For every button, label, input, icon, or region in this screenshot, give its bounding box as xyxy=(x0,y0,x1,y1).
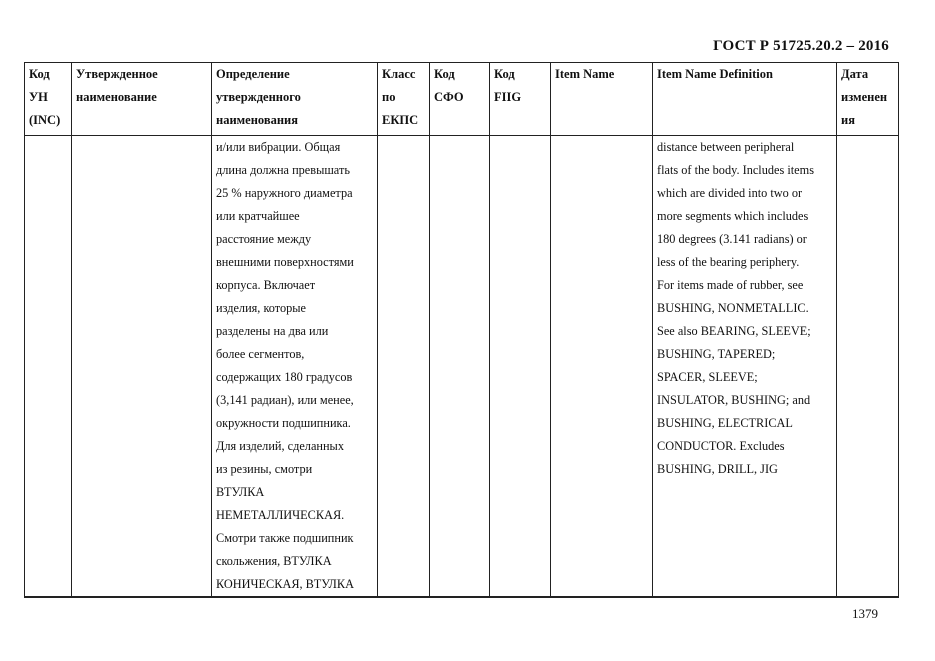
definition-line: изделия, которые xyxy=(216,301,307,315)
definition-line: внешними поверхностями xyxy=(216,255,354,269)
header-fiig-code: Код FIIG xyxy=(490,63,551,136)
item-definition-line: BUSHING, DRILL, JIG xyxy=(657,462,778,476)
header-item-name: Item Name xyxy=(551,63,653,136)
item-definition-line: See also BEARING, SLEEVE; xyxy=(657,324,811,338)
cell-fiig-code xyxy=(490,136,551,598)
header-approved-name: Утвержденное наименование xyxy=(72,63,212,136)
definition-line: скольжения, ВТУЛКА xyxy=(216,554,332,568)
item-definition-line: BUSHING, ELECTRICAL xyxy=(657,416,793,430)
definition-line: или кратчайшее xyxy=(216,209,300,223)
definition-line: Для изделий, сделанных xyxy=(216,439,344,453)
definition-line: содержащих 180 градусов xyxy=(216,370,353,384)
definition-line: Смотри также подшипник xyxy=(216,531,354,545)
header-item-name-definition: Item Name Definition xyxy=(653,63,837,136)
cell-sfo-code xyxy=(430,136,490,598)
item-definition-line: BUSHING, TAPERED; xyxy=(657,347,776,361)
header-change-date: Дата изменен ия xyxy=(837,63,899,136)
definition-line: 25 % наружного диаметра xyxy=(216,186,353,200)
item-definition-line: INSULATOR, BUSHING; and xyxy=(657,393,811,407)
item-definition-line: CONDUCTOR. Excludes xyxy=(657,439,785,453)
item-definition-line: less of the bearing periphery. xyxy=(657,255,800,269)
item-definition-line: which are divided into two or xyxy=(657,186,803,200)
definition-line: разделены на два или xyxy=(216,324,329,338)
table-header-row xyxy=(25,63,899,136)
nomenclature-table xyxy=(24,62,899,598)
document-title: ГОСТ Р 51725.20.2 – 2016 xyxy=(713,38,889,54)
header-sfo-code: Код СФО xyxy=(430,63,490,136)
definition-line: окружности подшипника. xyxy=(216,416,351,430)
definition-line: и/или вибрации. Общая xyxy=(216,140,341,154)
definition-line: расстояние между xyxy=(216,232,312,246)
page-number: 1379 xyxy=(852,606,878,621)
definition-line: (3,141 радиан), или менее, xyxy=(216,393,354,407)
definition-line: ВТУЛКА xyxy=(216,485,265,499)
definition-line: из резины, смотри xyxy=(216,462,313,476)
item-definition-line: SPACER, SLEEVE; xyxy=(657,370,758,384)
item-definition-line: BUSHING, NONMETALLIC. xyxy=(657,301,809,315)
cell-item-name-definition xyxy=(653,136,837,598)
header-inc-code: Код УН (INC) xyxy=(25,63,72,136)
item-definition-line: more segments which includes xyxy=(657,209,809,223)
cell-inc-code xyxy=(25,136,72,598)
definition-line: КОНИЧЕСКАЯ, ВТУЛКА xyxy=(216,577,354,591)
item-definition-line: flats of the body. Includes items xyxy=(657,163,814,177)
item-definition-line: distance between peripheral xyxy=(657,140,795,154)
item-definition-line: 180 degrees (3.141 radians) or xyxy=(657,232,807,246)
cell-ekps-class xyxy=(378,136,430,598)
definition-line: корпуса. Включает xyxy=(216,278,316,292)
definition-line: НЕМЕТАЛЛИЧЕСКАЯ. xyxy=(216,508,345,522)
cell-item-name xyxy=(551,136,653,598)
definition-line: длина должна превышать xyxy=(216,163,350,177)
item-definition-line: For items made of rubber, see xyxy=(657,278,804,292)
cell-change-date xyxy=(837,136,899,598)
definition-line: более сегментов, xyxy=(216,347,305,361)
header-ekps-class: Класс по ЕКПС xyxy=(378,63,430,136)
cell-definition xyxy=(212,136,378,598)
header-definition: Определение утвержденного наименования xyxy=(212,63,378,136)
cell-approved-name xyxy=(72,136,212,598)
table-row xyxy=(25,136,899,598)
